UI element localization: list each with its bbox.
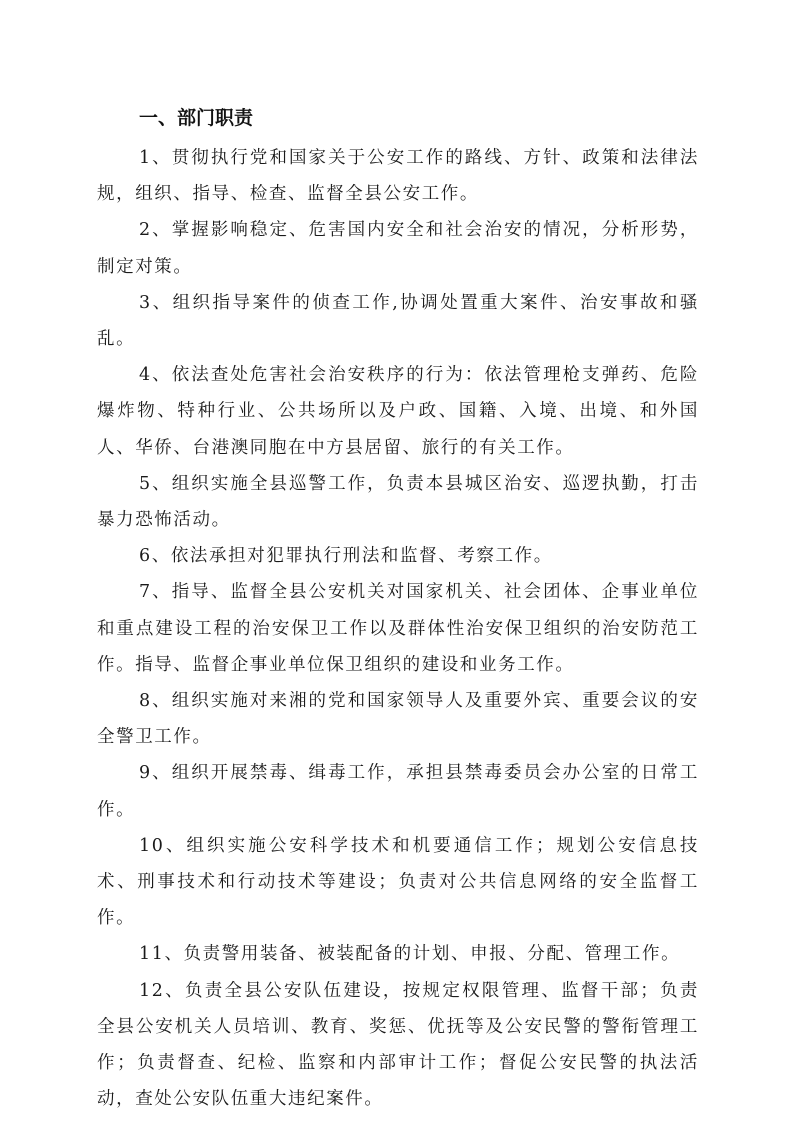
duty-paragraph-10: 10、组织实施公安科学技术和机要通信工作；规划公安信息技术、刑事技术和行动技术等建设；负责对公共信息网络的安全监督工作。 <box>97 835 699 929</box>
duty-paragraph-6: 6、依法承担对犯罪执行刑法和监督、考察工作。 <box>139 546 553 567</box>
duty-paragraph-3: 3、组织指导案件的侦查工作,协调处置重大案件、治安事故和骚乱。 <box>97 292 699 350</box>
duty-paragraph-11: 11、负责警用装备、被装配备的计划、申报、分配、管理工作。 <box>139 944 681 965</box>
duty-paragraph-5: 5、组织实施全县巡警工作，负责本县城区治安、巡逻执勤，打击暴力恐怖活动。 <box>97 473 699 531</box>
duty-paragraph-1: 1、贯彻执行党和国家关于公安工作的路线、方针、政策和法律法规，组织、指导、检查、监督全县公安工作。 <box>97 148 699 205</box>
duty-paragraph-2: 2、掌握影响稳定、危害国内安全和社会治安的情况，分析形势，制定对策。 <box>97 220 699 277</box>
duty-paragraph-12: 12、负责全县公安队伍建设，按规定权限管理、监督干部；负责全县公安机关人员培训、教育、奖惩、优抚等及公安民警的警衔管理工作；负责督查、纪检、监察和内部审计工作；督促公安民警的执法活动，查处公安队伍重大违纪案件。 <box>97 980 699 1110</box>
document-page <box>97 104 699 1117</box>
section-heading: 一、部门职责 <box>139 107 254 129</box>
duty-paragraph-7: 7、指导、监督全县公安机关对国家机关、社会团体、企事业单位和重点建设工程的治安保卫工作以及群体性治安保卫组织的治安防范工作。指导、监督企事业单位保卫组织的建设和业务工作。 <box>97 582 699 675</box>
duty-paragraph-9: 9、组织开展禁毒、缉毒工作，承担县禁毒委员会办公室的日常工作。 <box>97 763 699 820</box>
duty-paragraph-8: 8、组织实施对来湘的党和国家领导人及重要外宾、重要会议的安全警卫工作。 <box>97 691 699 748</box>
duty-paragraph-4: 4、依法查处危害社会治安秩序的行为：依法管理枪支弹药、危险爆炸物、特种行业、公共场所以及户政、国籍、入境、出境、和外国人、华侨、台港澳同胞在中方县居留、旅行的有关工作。 <box>97 365 699 458</box>
